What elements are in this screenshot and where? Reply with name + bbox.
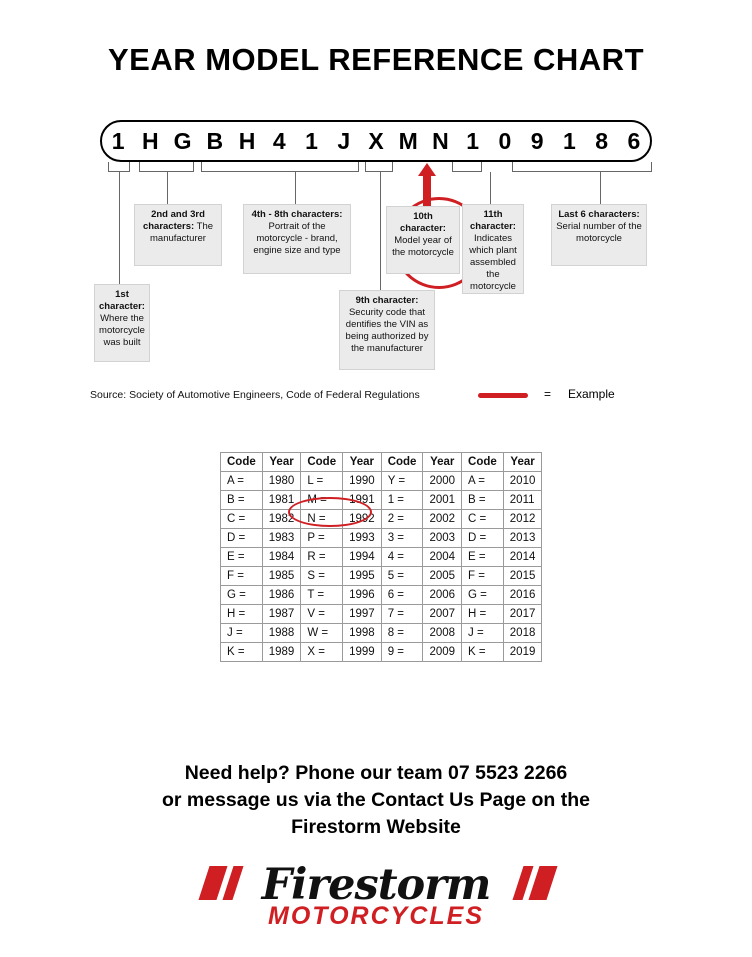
- connector-line-last-six: [600, 172, 601, 204]
- callout-heading: 4th - 8th characters:: [251, 209, 343, 220]
- table-cell: 2 =: [381, 510, 423, 529]
- footer-line-1: Need help? Phone our team 07 5523 2266: [184, 762, 568, 784]
- table-cell: P =: [301, 529, 343, 548]
- table-cell: 1985: [262, 567, 301, 586]
- callout-heading: 10th character:: [400, 211, 446, 234]
- table-row: [221, 567, 542, 586]
- page-title: YEAR MODEL REFERENCE CHART: [107, 42, 645, 77]
- table-row: [221, 643, 542, 662]
- vin-capsule: [100, 120, 652, 162]
- callout-second-third-characters: [134, 204, 222, 266]
- column-header: Year: [503, 453, 542, 472]
- table-cell: 2006: [423, 586, 462, 605]
- table-cell: 2019: [503, 643, 542, 662]
- table-cell: 1987: [262, 605, 301, 624]
- vin-character: N: [432, 128, 449, 154]
- table-cell: 1981: [262, 491, 301, 510]
- table-cell: 1 =: [381, 491, 423, 510]
- vin-character: 1: [111, 128, 125, 154]
- vin-character: 9: [530, 128, 544, 154]
- table-cell: 1997: [343, 605, 382, 624]
- table-cell-highlighted: M =: [301, 491, 343, 510]
- vin-highlight-arrow-head: [418, 163, 436, 176]
- callout-body: Portrait of the motorcycle - brand, engine size and type: [253, 221, 341, 256]
- table-cell: 3 =: [381, 529, 423, 548]
- callout-heading: 2nd and 3rd characters:: [142, 209, 205, 232]
- connector-last-six: [512, 162, 652, 172]
- vin-character: X: [368, 128, 384, 154]
- callout-heading: 1st character:: [99, 289, 145, 312]
- table-cell: 1994: [343, 548, 382, 567]
- table-cell: 2018: [503, 624, 542, 643]
- table-cell: V =: [301, 605, 343, 624]
- callout-fourth-eighth-characters: [243, 204, 351, 274]
- table-cell: 1999: [343, 643, 382, 662]
- table-cell: A =: [462, 472, 504, 491]
- table-cell: D =: [462, 529, 504, 548]
- callout-body: Serial number of the motorcycle: [556, 221, 642, 244]
- callout-first-character: [94, 284, 150, 362]
- connector-line-eleventh: [490, 172, 491, 204]
- table-cell: E =: [221, 548, 263, 567]
- table-cell: 2015: [503, 567, 542, 586]
- table-cell: 1986: [262, 586, 301, 605]
- table-cell: 2017: [503, 605, 542, 624]
- callout-last-six-characters: [551, 204, 647, 266]
- table-row: [221, 510, 542, 529]
- vin-character: 8: [595, 128, 609, 154]
- table-cell: 6 =: [381, 586, 423, 605]
- connector-fourth-eighth: [201, 162, 359, 172]
- connector-line-fourth-eighth: [295, 172, 296, 204]
- vin-character: 1: [466, 128, 480, 154]
- table-cell: 2011: [503, 491, 542, 510]
- table-cell: R =: [301, 548, 343, 567]
- vin-character: B: [206, 128, 224, 154]
- table-cell: 2013: [503, 529, 542, 548]
- column-header: Code: [462, 453, 504, 472]
- table-cell: K =: [221, 643, 263, 662]
- table-highlight-circle: [288, 497, 372, 527]
- table-cell: 1995: [343, 567, 382, 586]
- table-cell: F =: [462, 567, 504, 586]
- footer-line-2: or message us via the Contact Us Page on the: [161, 789, 591, 811]
- table-cell: 1990: [343, 472, 382, 491]
- connector-first-character: [108, 162, 130, 172]
- vin-character: J: [337, 128, 351, 154]
- vin-character: H: [142, 128, 159, 154]
- connector-line-ninth: [380, 172, 381, 292]
- table-cell: 7 =: [381, 605, 423, 624]
- callout-ninth-character: [339, 290, 435, 370]
- table-cell: 4 =: [381, 548, 423, 567]
- connector-second-third: [139, 162, 194, 172]
- table-cell: 2001: [423, 491, 462, 510]
- table-cell: H =: [462, 605, 504, 624]
- callout-heading: Last 6 characters:: [558, 209, 640, 220]
- table-cell: F =: [221, 567, 263, 586]
- table-row: [221, 491, 542, 510]
- source-note: Source: Society of Automotive Engineers, Code of Federal Regulations: [90, 389, 420, 401]
- table-cell: 2014: [503, 548, 542, 567]
- table-cell: 1998: [343, 624, 382, 643]
- table-cell: 9 =: [381, 643, 423, 662]
- vin-character: 1: [305, 128, 318, 154]
- table-cell: J =: [462, 624, 504, 643]
- table-cell: 2003: [423, 529, 462, 548]
- vin-character: H: [238, 128, 256, 154]
- table-row: [221, 586, 542, 605]
- table-cell: 1996: [343, 586, 382, 605]
- table-row: [221, 624, 542, 643]
- table-cell: 1982: [262, 510, 301, 529]
- table-cell: B =: [221, 491, 263, 510]
- table-cell: N =: [301, 510, 343, 529]
- callout-body: Indicates which plant assembled the motorcycle: [469, 233, 517, 292]
- example-swatch: [478, 393, 528, 398]
- table-cell: J =: [221, 624, 263, 643]
- table-cell: 8 =: [381, 624, 423, 643]
- table-cell: 2008: [423, 624, 462, 643]
- callout-tenth-character: [386, 206, 460, 274]
- table-cell: 2007: [423, 605, 462, 624]
- table-cell: G =: [221, 586, 263, 605]
- logo-wordmark-secondary: MOTORCYCLES: [268, 902, 484, 930]
- column-header: Year: [343, 453, 382, 472]
- table-cell: Y =: [381, 472, 423, 491]
- table-row: [221, 605, 542, 624]
- logo-wordmark-primary: Firestorm: [261, 860, 491, 910]
- table-cell: 2005: [423, 567, 462, 586]
- table-row: [221, 472, 542, 491]
- column-header: Code: [221, 453, 263, 472]
- callout-body: Security code that dentifies the VIN as being authorized by the manufacturer: [345, 307, 429, 354]
- table-cell: X =: [301, 643, 343, 662]
- column-header: Code: [381, 453, 423, 472]
- callout-body: The manufacturer: [150, 221, 214, 244]
- table-cell: L =: [301, 472, 343, 491]
- vin-character-highlighted: M: [398, 128, 418, 154]
- callout-body: Where the motorcycle was built: [99, 313, 145, 348]
- table-cell: 2000: [423, 472, 462, 491]
- table-cell: 1983: [262, 529, 301, 548]
- footer-line-3: Firestorm Website: [291, 816, 461, 838]
- example-equals-sign: =: [544, 387, 552, 401]
- table-cell: 2016: [503, 586, 542, 605]
- table-cell: 1993: [343, 529, 382, 548]
- table-cell: C =: [221, 510, 263, 529]
- table-cell: C =: [462, 510, 504, 529]
- table-cell: D =: [221, 529, 263, 548]
- table-cell: S =: [301, 567, 343, 586]
- table-cell: 2004: [423, 548, 462, 567]
- callout-eleventh-character: [462, 204, 524, 294]
- code-year-table: [220, 452, 542, 662]
- table-cell: K =: [462, 643, 504, 662]
- table-cell: 1988: [262, 624, 301, 643]
- table-cell: T =: [301, 586, 343, 605]
- table-cell-highlighted: 1991: [343, 491, 382, 510]
- example-label: Example: [568, 387, 615, 401]
- table-cell: G =: [462, 586, 504, 605]
- vin-character: 6: [627, 128, 641, 154]
- table-cell: 2012: [503, 510, 542, 529]
- table-cell: 2010: [503, 472, 542, 491]
- table-cell: 2009: [423, 643, 462, 662]
- table-cell: 1992: [343, 510, 382, 529]
- callout-heading: 11th character:: [470, 209, 516, 232]
- table-cell: H =: [221, 605, 263, 624]
- table-header-row: [221, 453, 542, 472]
- vin-character: 0: [498, 128, 512, 154]
- table-row: [221, 548, 542, 567]
- connector-line-first: [119, 172, 120, 284]
- firestorm-logo: [196, 860, 556, 938]
- vin-character: 1: [563, 128, 576, 154]
- table-cell: 1989: [262, 643, 301, 662]
- table-cell: A =: [221, 472, 263, 491]
- vin-character: G: [173, 128, 192, 154]
- vin-character: 4: [272, 128, 286, 154]
- table-cell: 2002: [423, 510, 462, 529]
- table-cell: 1984: [262, 548, 301, 567]
- connector-eleventh: [452, 162, 482, 172]
- column-header: Code: [301, 453, 343, 472]
- table-cell: W =: [301, 624, 343, 643]
- column-header: Year: [262, 453, 301, 472]
- table-cell: E =: [462, 548, 504, 567]
- table-row: [221, 529, 542, 548]
- table-cell: B =: [462, 491, 504, 510]
- table-cell: 1980: [262, 472, 301, 491]
- column-header: Year: [423, 453, 462, 472]
- connector-ninth: [365, 162, 393, 172]
- callout-heading: 9th character:: [355, 295, 419, 306]
- callout-body: Model year of the motorcycle: [392, 235, 454, 258]
- table-cell: 5 =: [381, 567, 423, 586]
- connector-line-second-third: [167, 172, 168, 204]
